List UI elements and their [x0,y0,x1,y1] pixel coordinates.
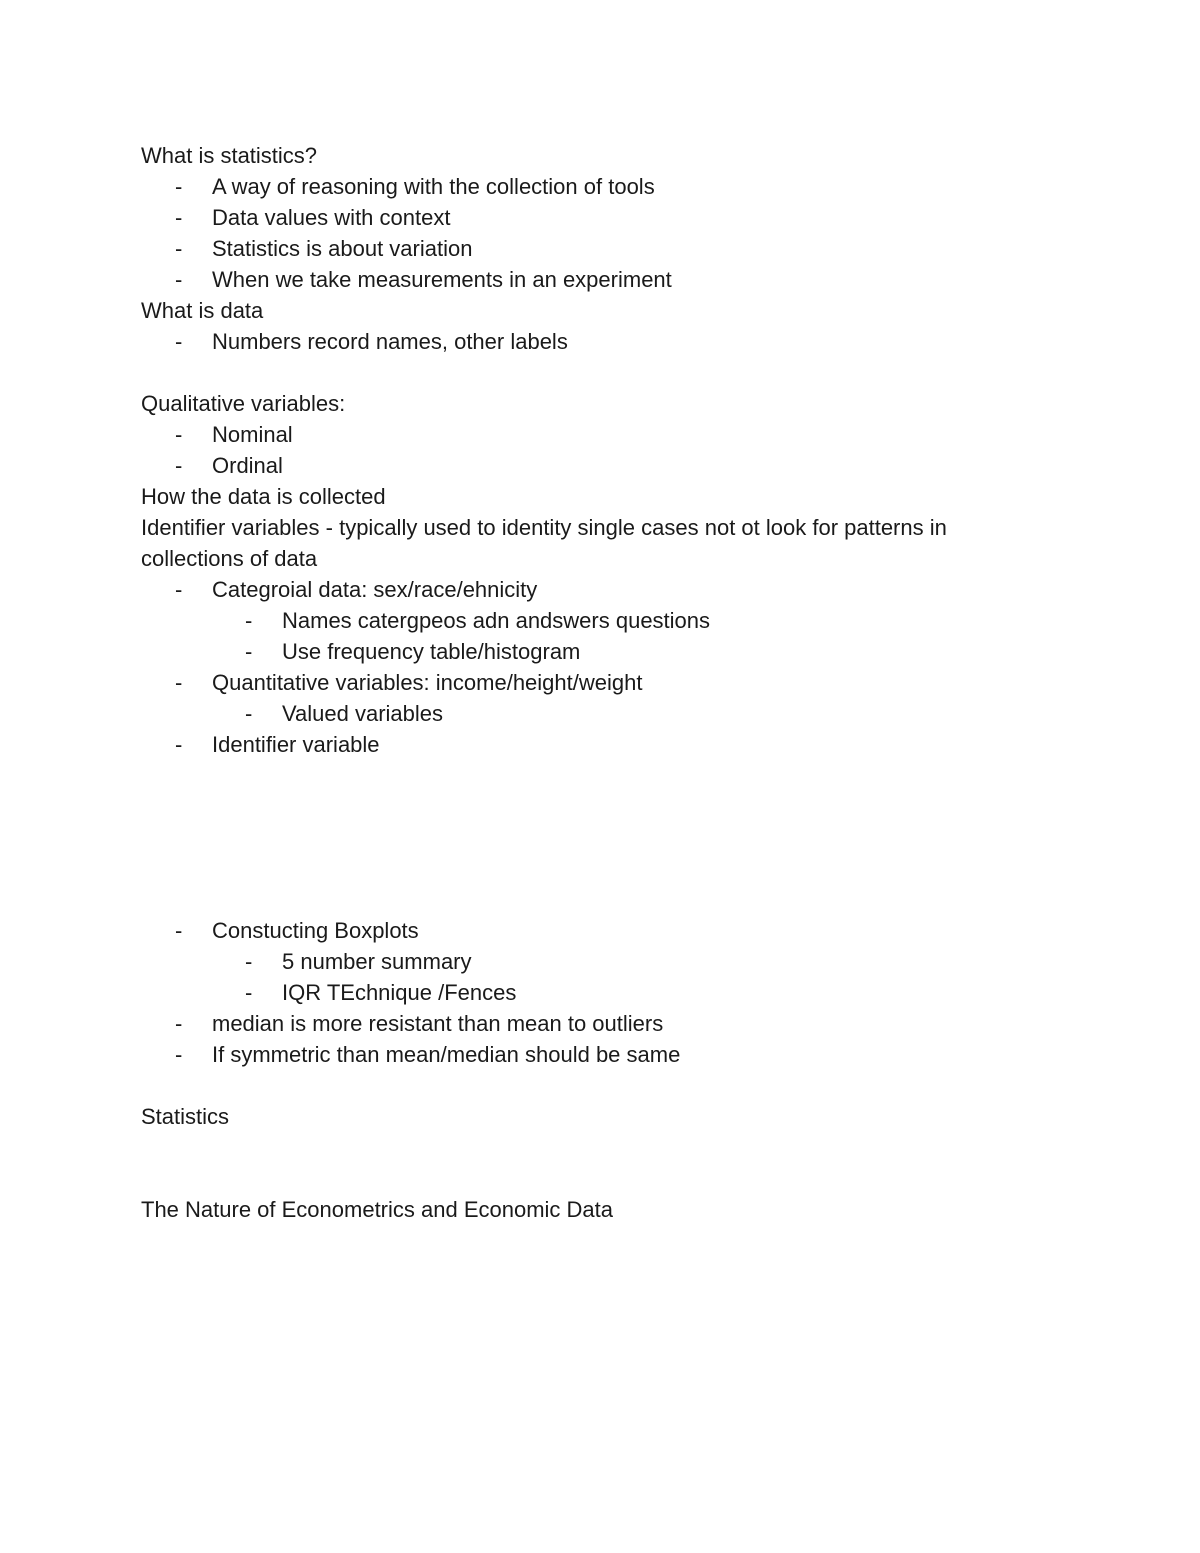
heading-statistics: Statistics [141,1104,230,1129]
sub-list-item: - Valued variables [141,698,1041,729]
blank-line [141,1163,1041,1194]
bullet-dash: - [245,949,253,974]
bullet-dash: - [245,701,253,726]
list-item: - Categroial data: sex/race/ehnicity [141,574,1041,605]
list-item: - Identifier variable [141,729,1041,760]
list-item: - Ordinal [141,450,1041,481]
heading-what-is-statistics: What is statistics? [141,143,318,168]
paragraph-identifier-variables-cont: collections of data [141,546,318,571]
bullet-dash: - [175,422,183,447]
list-item: - Nominal [141,419,1041,450]
bullet-dash: - [175,918,183,943]
blank-line [141,853,1041,884]
paragraph-identifier-variables: Identifier variables - typically used to identity single cases not ot look for patterns in [141,515,947,540]
sub-list-item: - Names catergpeos adn andswers questions [141,605,1041,636]
list-item: - When we take measurements in an experiment [141,264,1041,295]
list-item: - Constucting Boxplots [141,915,1041,946]
list-item: - Numbers record names, other labels [141,326,1041,357]
bullet-dash: - [175,1042,183,1067]
bullet-dash: - [175,670,183,695]
blank-line [141,791,1041,822]
bullet-dash: - [175,205,183,230]
list-item: - Statistics is about variation [141,233,1041,264]
blank-line [141,760,1041,791]
sub-list-item: - IQR TEchnique /Fences [141,977,1041,1008]
bullet-dash: - [175,174,183,199]
heading-qualitative-variables: Qualitative variables: [141,391,346,416]
bullet-dash: - [175,577,183,602]
sub-list-item: - 5 number summary [141,946,1041,977]
list-item: - If symmetric than mean/median should be same [141,1039,1041,1070]
document-body [141,140,1041,1225]
sub-list-item: - Use frequency table/histogram [141,636,1041,667]
bullet-dash: - [175,1011,183,1036]
bullet-dash: - [175,329,183,354]
bullet-dash: - [175,453,183,478]
list-item: - A way of reasoning with the collection of tools [141,171,1041,202]
list-item: - Quantitative variables: income/height/weight [141,667,1041,698]
blank-line [141,884,1041,915]
bullet-dash: - [245,980,253,1005]
heading-what-is-data: What is data [141,298,264,323]
bullet-dash: - [175,236,183,261]
bullet-dash: - [245,608,253,633]
blank-line [141,822,1041,853]
bullet-dash: - [175,267,183,292]
list-item: - median is more resistant than mean to outliers [141,1008,1041,1039]
blank-line [141,1132,1041,1163]
blank-line [141,357,1041,388]
blank-line [141,1070,1041,1101]
heading-econometrics: The Nature of Econometrics and Economic Data [141,1197,614,1222]
paragraph-how-data-collected: How the data is collected [141,484,386,509]
list-item: - Data values with context [141,202,1041,233]
bullet-dash: - [175,732,183,757]
bullet-dash: - [245,639,253,664]
